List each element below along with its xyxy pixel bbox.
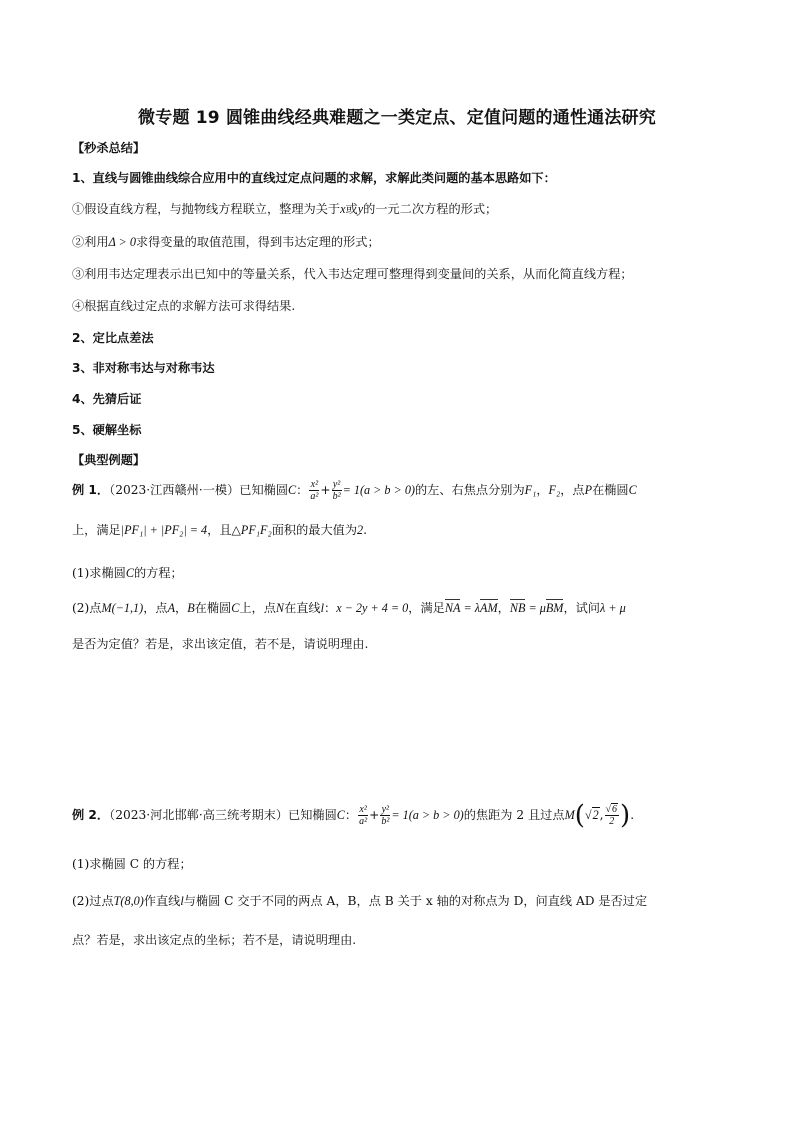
denominator-b2: b² — [332, 491, 341, 502]
vector-am: AM — [480, 601, 498, 615]
ex2-point-m: M — [564, 808, 575, 822]
q1-text-a: (1)求椭圆 — [72, 566, 126, 580]
example-2-question-2 — [72, 893, 647, 909]
numerator-x2: x² — [310, 479, 319, 490]
text-max-area: 面积的最大值为 — [271, 523, 358, 537]
point-m: M(−1,1) — [101, 601, 144, 615]
step-1-or: 或 — [345, 202, 358, 216]
text-and: ，且 — [207, 523, 232, 537]
comma: ， — [536, 483, 549, 497]
ex2-q2-text-c: 与椭圆 C 交于不同的两点 A，B，点 B 关于 x 轴的对称点为 D，问直线 AD 是否过定 — [183, 894, 648, 908]
page-title: 微专题 19 圆锥曲线经典难题之一类定点、定值问题的通性通法研究 — [138, 108, 656, 128]
ex2-q2-text-a: (2)过点 — [72, 894, 114, 908]
example-2-statement — [72, 800, 634, 831]
sqrt-6: √6 — [605, 804, 618, 815]
focus-f2: F₂ — [548, 483, 561, 497]
ellipse-c: C — [288, 483, 297, 497]
q2-text-f: 在直线 — [284, 601, 321, 615]
point-a: A — [167, 601, 176, 615]
sqrt-2-radicand: 2 — [592, 808, 599, 822]
ex2-period: . — [630, 808, 635, 822]
q2-colon: ： — [324, 601, 337, 615]
ex2-condition: = 1(a > b > 0) — [391, 808, 464, 822]
line-l: l — [320, 601, 325, 615]
example-2-label: 例 2． — [72, 808, 110, 822]
text-point: ，点 — [560, 483, 585, 497]
colon: ： — [296, 483, 309, 497]
example-1-source: （2023·江西赣州·一模）已知椭圆 — [109, 483, 289, 497]
summary-step-1 — [72, 201, 497, 217]
ex2-numerator-y2: y² — [381, 804, 390, 815]
ex2-fraction-y2-b2 — [380, 804, 390, 827]
point-p: P — [584, 483, 593, 497]
vector-na: NA — [444, 601, 461, 615]
summary-header: 【秒杀总结】 — [72, 141, 146, 155]
q2-comma-2: ， — [497, 601, 510, 615]
q2-text-a: (2)点 — [72, 601, 102, 615]
q2-text-d: 在椭圆 — [194, 601, 232, 615]
q2-text-b: ，点 — [143, 601, 168, 615]
point-b: B — [187, 601, 195, 615]
example-1-question-2 — [72, 600, 626, 616]
fraction-denominator-2: 2 — [609, 816, 615, 827]
right-paren: ) — [620, 800, 631, 831]
vector-bm: BM — [545, 601, 564, 615]
numerator-y2: y² — [332, 479, 341, 490]
text-foci: 的左、右焦点分别为 — [414, 483, 525, 497]
ex2-plus: + — [369, 808, 380, 822]
ex2-fraction-x2-a2 — [358, 804, 368, 827]
eq-mu: = μ — [525, 601, 546, 615]
ellipse-c-ref: C — [628, 483, 637, 497]
eq-lambda: = λ — [460, 601, 481, 615]
text-satisfy: 上，满足 — [72, 523, 121, 537]
summary-item-4: 4、先猜后证 — [72, 392, 142, 406]
q2-comma: ， — [175, 601, 188, 615]
summary-step-3: ③利用韦达定理表示出已知中的等量关系，代入韦达定理可整理得到变量间的关系，从而化简直线方程； — [72, 267, 633, 281]
example-2-question-2-cont: 点？若是，求出该定点的坐标；若不是，请说明理由. — [72, 933, 357, 947]
summary-step-4: ④根据直线过定点的求解方法可求得结果. — [72, 299, 296, 313]
ex2-numerator-x2: x² — [359, 804, 367, 815]
fraction-x2-a2 — [309, 479, 319, 502]
q2-ellipse-c: C — [231, 601, 240, 615]
example-2-source: （2023·河北邯郸·高三统考期末）已知椭圆 — [109, 808, 337, 822]
example-2-question-1: (1)求椭圆 C 的方程； — [72, 857, 192, 871]
summary-item-3: 3、非对称韦达与对称韦达 — [72, 361, 215, 375]
q1-ellipse-c: C — [125, 566, 134, 580]
sqrt-2: √2 — [584, 808, 599, 822]
sqrt-6-radicand: 6 — [612, 804, 618, 815]
step-1-var-x: x — [340, 202, 346, 216]
plus-sign: + — [320, 483, 331, 497]
lambda-plus-mu: λ + μ — [600, 601, 626, 615]
summary-item-2: 2、定比点差法 — [72, 331, 154, 345]
step-1-text-b: 的一元二次方程的形式； — [363, 202, 498, 216]
step-1-text-a: ①假设直线方程，与抛物线方程联立，整理为关于 — [72, 202, 341, 216]
focus-f1: F₁ — [524, 483, 537, 497]
example-1-question-2-cont: 是否为定值？若是，求出该定值，若不是，请说明理由. — [72, 637, 369, 651]
max-area-value: 2 — [357, 523, 364, 537]
step-2-text-a: ②利用 — [72, 235, 109, 249]
examples-header: 【典型例题】 — [72, 453, 146, 467]
line-equation: x − 2y + 4 = 0 — [336, 601, 409, 615]
coord-comma: , — [599, 808, 604, 822]
summary-item-5: 5、硬解坐标 — [72, 423, 142, 437]
ex2-q2-text-b: 作直线 — [143, 894, 181, 908]
example-1-line-2 — [72, 522, 367, 538]
ex2-denominator-b2: b² — [381, 816, 390, 827]
q2-text-h: ，满足 — [408, 601, 445, 615]
ex2-ellipse-c: C — [336, 808, 345, 822]
step-2-text-b: 求得变量的取值范围，得到韦达定理的形式； — [135, 235, 380, 249]
ex2-denominator-a2: a² — [359, 816, 368, 827]
q1-text-b: 的方程； — [133, 566, 183, 580]
vector-nb: NB — [509, 601, 526, 615]
ex2-line-l: l — [180, 894, 184, 908]
ex2-text-focal: 的焦距为 2 且过点 — [463, 808, 565, 822]
fraction-sqrt6-2 — [605, 804, 620, 827]
text-on-ellipse: 在椭圆 — [592, 483, 629, 497]
left-paren: ( — [574, 800, 585, 831]
step-1-var-y: y — [357, 202, 364, 216]
point-t: T(8,0) — [113, 894, 144, 908]
example-1-statement — [72, 478, 637, 502]
fraction-y2-b2 — [332, 479, 342, 502]
triangle-pf1f2: △PF₁F₂ — [231, 523, 272, 537]
example-1-label: 例 1． — [72, 483, 110, 497]
summary-item-1: 1、直线与圆锥曲线综合应用中的直线过定点问题的求解，求解此类问题的基本思路如下： — [72, 171, 556, 185]
example-1-question-1 — [72, 565, 183, 581]
ellipse-condition: = 1(a > b > 0) — [342, 483, 415, 497]
period: . — [363, 523, 367, 537]
denominator-a2: a² — [310, 491, 319, 502]
summary-step-2 — [72, 234, 380, 250]
point-n: N — [275, 601, 285, 615]
q2-text-j: ，试问 — [563, 601, 600, 615]
q2-text-e: 上，点 — [239, 601, 276, 615]
focal-sum-equation: |PF₁| + |PF₂| = 4 — [120, 523, 208, 537]
ex2-colon: ： — [344, 808, 358, 822]
step-2-math: Δ > 0 — [108, 235, 136, 249]
